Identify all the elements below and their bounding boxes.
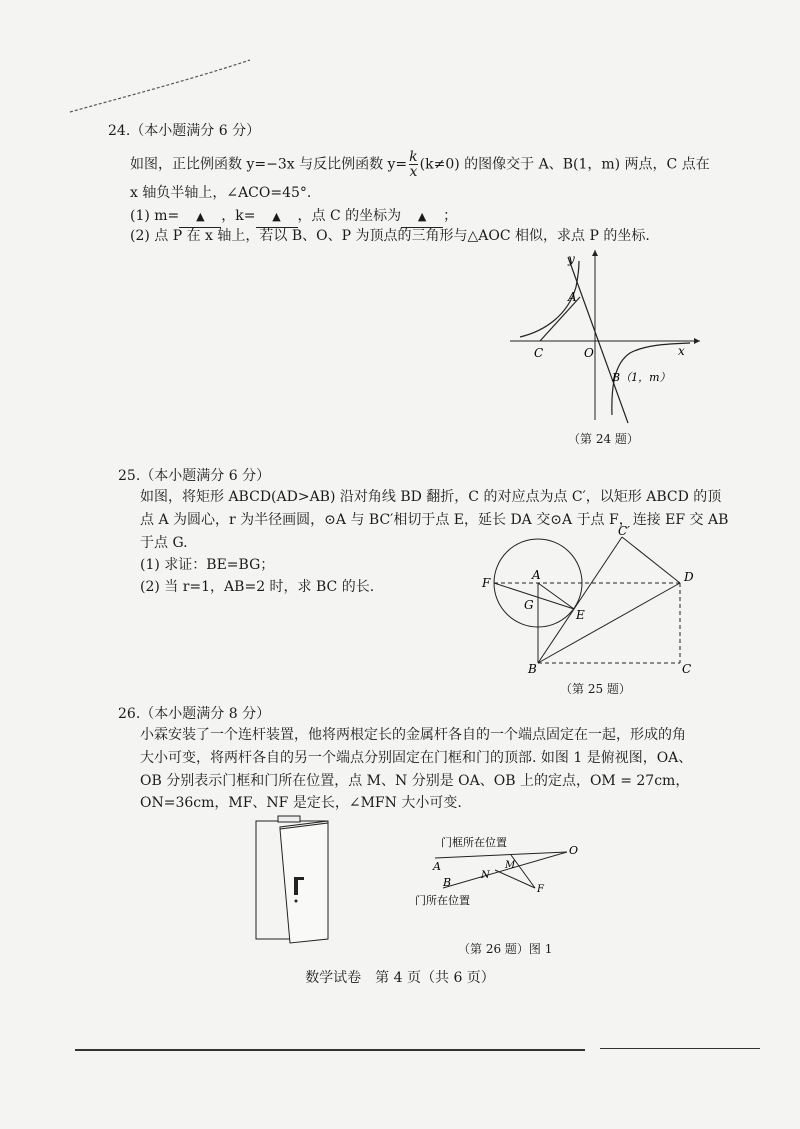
fig24-label-B: B（1，m）	[612, 371, 671, 384]
q24-frac-numerator: k	[409, 149, 418, 165]
q24-frac-denominator: x	[409, 164, 418, 180]
q25-line2: 点 A 为圆心，r 为半径画圆，⊙A 与 BC′相切于点 E，延长 DA 交⊙A 于点 F，连接 EF 交 AB	[140, 512, 729, 528]
q26-caption: （第 26 题）图 1	[458, 942, 553, 956]
fig24-label-x: x	[678, 344, 685, 358]
q24-part1-end: ；	[443, 208, 458, 224]
fig26-label-B: B	[443, 876, 452, 889]
segment-AE	[538, 583, 574, 609]
q24-blank-m[interactable]	[179, 206, 221, 228]
segment-CprimeD	[622, 537, 680, 583]
fig24-label-O: O	[584, 346, 594, 360]
fig26-label-O: O	[569, 844, 579, 857]
linkage-box	[278, 816, 300, 822]
q25-line4: (1) 求证：BE=BG；	[140, 557, 275, 573]
q25-line3: 于点 G.	[140, 535, 188, 551]
fig26-label-door-pos: 门所在位置	[415, 894, 470, 907]
x-axis-arrow-icon	[694, 338, 700, 344]
q24-part1-m-label: (1) m=	[130, 208, 180, 224]
q26-door-figure	[250, 815, 340, 955]
q24-blank-c[interactable]	[401, 206, 443, 228]
scan-line-bottom-1	[75, 1049, 585, 1051]
fig26-label-F: F	[537, 884, 544, 895]
fig25-label-A: A	[532, 568, 541, 582]
q24-blank-k[interactable]	[256, 206, 298, 228]
fig24-label-C: C	[534, 346, 544, 360]
q24-figure	[500, 245, 710, 430]
fig25-label-B: B	[528, 662, 537, 675]
fig26-label-N: N	[481, 870, 490, 881]
q24-line1-text: 如图，正比例函数 y=−3x 与反比例函数 y=	[130, 156, 408, 173]
fig25-label-F: F	[482, 576, 491, 590]
q26-line1: 小霖安装了一个连杆装置，他将两根定长的金属杆各自的一个端点固定在一起，形成的角	[140, 727, 686, 743]
q24-part1-c-label: ，点 C 的坐标为	[297, 208, 402, 224]
segment-FE	[494, 583, 574, 609]
fig24-label-y: y	[568, 252, 575, 266]
q24-line1-tail: (k≠0) 的图像交于 A、B(1，m) 两点，C 点在	[419, 156, 710, 173]
fig26-label-A: A	[433, 860, 441, 873]
q24-fraction	[409, 150, 417, 179]
fig25-label-G: G	[524, 598, 534, 612]
open-door	[280, 823, 328, 943]
q26-top-view-figure	[415, 830, 585, 910]
segment-BD	[538, 583, 680, 663]
y-axis-arrow-icon	[592, 250, 598, 256]
q25-caption: （第 25 题）	[560, 682, 631, 696]
blank-triangle-icon: ▲	[272, 210, 281, 223]
fig25-label-D: D	[684, 570, 694, 584]
q24-line4: (2) 点 P 在 x 轴上，若以 B、O、P 为顶点的三角形与△AOC 相似，求点 P 的坐标.	[130, 228, 650, 244]
door-keyhole-icon	[295, 900, 298, 903]
q24-line1	[130, 150, 710, 179]
fig24-label-A: A	[568, 290, 577, 304]
door-handle-lever-icon	[294, 877, 304, 880]
q24-line3	[130, 206, 457, 228]
scan-stroke-top-left	[60, 50, 260, 120]
blank-triangle-icon: ▲	[417, 210, 427, 223]
q24-part1-k-label: ，k=	[221, 208, 256, 224]
q25-line1: 如图，将矩形 ABCD(AD>AB) 沿对角线 BD 翻折，C 的对应点为点 C′，以矩形 ABCD 的顶	[140, 489, 722, 505]
fig25-label-C: C	[682, 662, 692, 675]
q25-header: 25.（本小题满分 6 分）	[118, 468, 271, 484]
segment-BCprime	[538, 537, 622, 663]
q26-line3: OB 分别表示门框和门所在位置，点 M、N 分别是 OA、OB 上的定点，OM = 27cm，	[140, 773, 690, 789]
scan-line-bottom-2	[600, 1048, 760, 1049]
line-OA	[435, 852, 567, 858]
fig25-label-Cprime: C′	[618, 525, 630, 538]
blank-triangle-icon: ▲	[196, 210, 205, 223]
fig26-label-frame-pos: 门框所在位置	[441, 836, 507, 849]
q25-figure	[480, 525, 705, 675]
page-footer: 数学试卷 第 4 页（共 6 页）	[305, 970, 495, 986]
q26-header: 26.（本小题满分 8 分）	[118, 706, 271, 722]
q26-line4: ON=36cm，MF、NF 是定长，∠MFN 大小可变.	[140, 795, 462, 811]
q24-line2: x 轴负半轴上，∠ACO=45°.	[130, 185, 312, 201]
q24-caption: （第 24 题）	[568, 432, 639, 446]
fig25-label-E: E	[576, 608, 585, 622]
q26-line2: 大小可变，将两杆各自的另一个端点分别固定在门框和门的顶部. 如图 1 是俯视图，OA、	[140, 750, 693, 766]
q25-line5: (2) 当 r=1，AB=2 时，求 BC 的长.	[140, 579, 375, 595]
fig26-label-M: M	[505, 860, 516, 871]
q24-header: 24.（本小题满分 6 分）	[108, 123, 261, 139]
